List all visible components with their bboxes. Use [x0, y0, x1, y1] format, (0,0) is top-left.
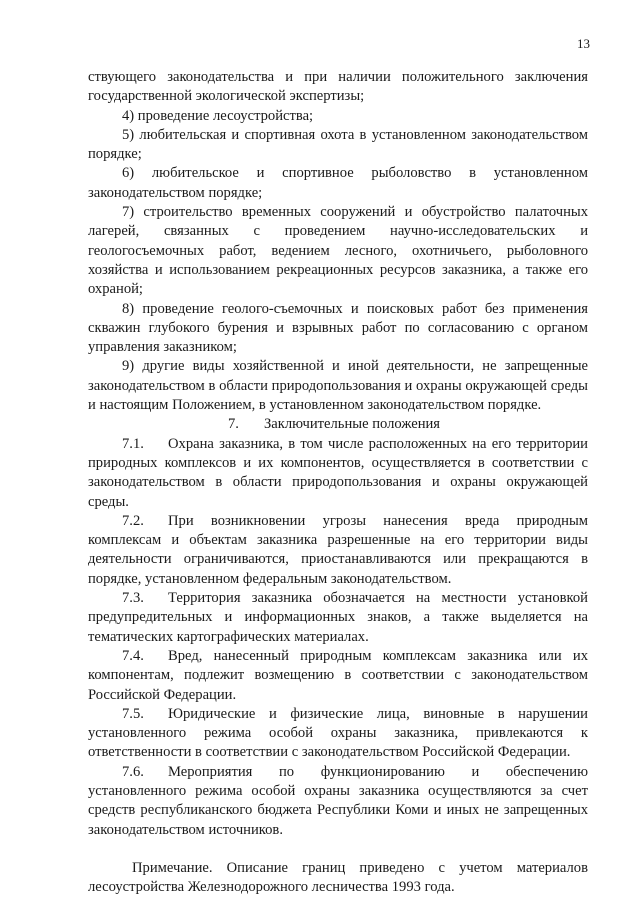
clause-number: 7.4. [122, 647, 144, 664]
clause-text: Вред, нанесенный природным комплексам заказника или их компонентам, подлежит возмещению в соответствии с законодательством Российской Федерации. [88, 647, 588, 703]
list-item-7: 7) строительство временных сооружений и обустройство палаточных лагерей, связанных с проведением научно-исследовательских и геологосъемочных работ, ведением лесного, охотничьего, рыболовного хозяйства и использованием рекреационных ресурсов заказника, а также его охраной; [88, 204, 588, 298]
list-item-4: 4) проведение лесоустройства; [122, 107, 314, 124]
clause-text: Территория заказника обозначается на местности установкой предупредительных и информационных знаков, а также выделяется на тематических картографических материалах. [88, 590, 588, 645]
clause-7-1 [88, 435, 588, 512]
clause-number: 7.1. [122, 435, 144, 452]
clause-number: 7.3. [122, 590, 144, 607]
clause-7-6 [88, 763, 588, 840]
note: Примечание. Описание границ приведено с учетом материалов лесоустройства Железнодорожного лесничества 1993 года. [88, 859, 588, 896]
clause-text: Юридические и физические лица, виновные в нарушении установленного режима особой охраны заказника, привлекаются к ответственности в соответствии с законодательством Российской Федерации. [88, 705, 588, 761]
clause-number: 7.5. [122, 705, 144, 722]
list-item-5: 5) любительская и спортивная охота в установленном законодательством порядке; [88, 126, 588, 163]
section-number: 7. [228, 416, 239, 433]
document-body [88, 68, 588, 897]
clause-number: 7.6. [122, 763, 144, 780]
clause-number: 7.2. [122, 512, 144, 529]
intro-continuation: ствующего законодательства и при наличии положительного заключения государственной экологической экспертизы; [88, 69, 588, 105]
clause-text: При возникновении угрозы нанесения вреда природным комплексам и объектам заказника разрешенные на его территории виды деятельности ограничиваются, приостанавливаются или прекращаются в порядке, установленном федеральным законодательством. [88, 512, 588, 587]
section-title: Заключительные положения [264, 416, 441, 433]
clause-text: Мероприятия по функционированию и обеспечению установленного режима особой охраны заказника осуществляются за счет средств республиканского бюджета Республики Коми и иных не запрещенных законодательством источников. [88, 763, 588, 838]
clause-7-4 [88, 647, 588, 705]
list-item-6: 6) любительское и спортивное рыболовство в установленном законодательством порядке; [88, 165, 588, 201]
clause-7-5 [88, 705, 588, 763]
list-item-8: 8) проведение геолого-съемочных и поисковых работ без применения скважин глубокого бурения и взрывных работ по согласованию с органом управления заказником; [88, 300, 588, 356]
clause-7-2 [88, 512, 588, 589]
clause-7-3 [88, 589, 588, 647]
page-number: 13 [577, 36, 590, 51]
list-item-9: 9) другие виды хозяйственной и иной деятельности, не запрещенные законодательством в области природопользования и охраны окружающей среды и настоящим Положением, в установленном законодательством порядке. [88, 358, 588, 414]
section-heading [88, 415, 588, 434]
clause-text: Охрана заказника, в том числе расположенных на его территории природных комплексов и их компонентов, осуществляется в соответствии с законодательством в области природопользования и охраны окружающей среды. [88, 435, 588, 510]
